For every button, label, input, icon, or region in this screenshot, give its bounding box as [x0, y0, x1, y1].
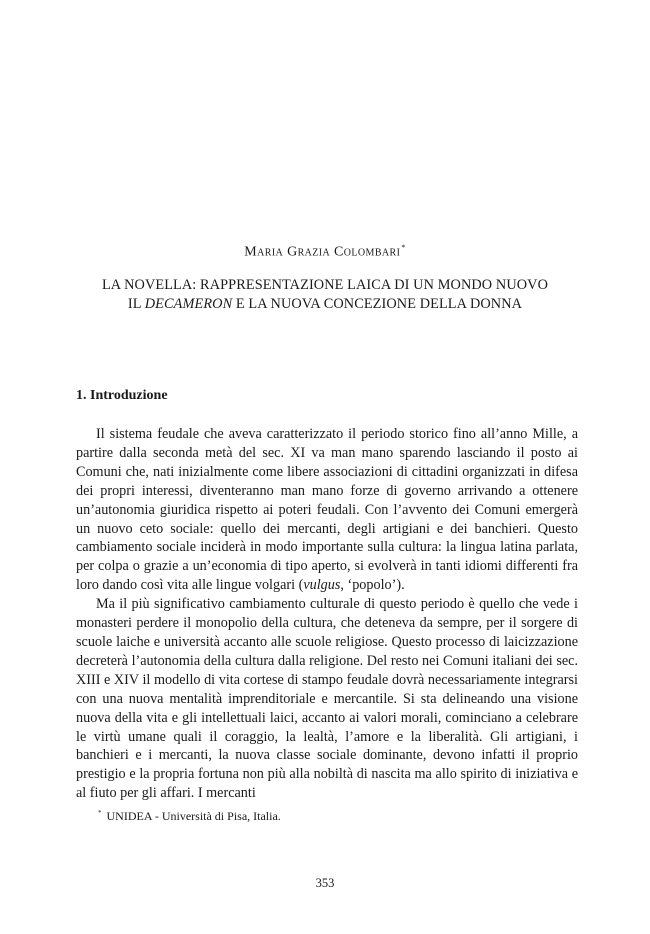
title-italic-decameron: DECAMERON [144, 296, 233, 312]
title-line-2-prefix: IL [127, 296, 145, 312]
paragraph-1-italic-term: vulgus [303, 577, 341, 594]
footnote-marker: * [98, 809, 102, 817]
author-name-text: Maria Grazia Colombari [244, 244, 401, 260]
article-title [60, 276, 590, 314]
title-line-2-suffix: E LA NUOVA CONCEZIONE DELLA DONNA [232, 296, 523, 312]
footnote-text: UNIDEA - Università di Pisa, Italia. [106, 809, 281, 823]
paragraph-2: Ma il più significativo cambiamento culturale di questo periodo è quello che vede i monasteri perdere il monopolio della cultura, che deteneva da sempre, per il sorgere di scuole laiche e università accanto alle scuole religiose. Questo processo di laicizzazione decreterà l’autonomia della cultura dalla religione. Del resto nei Comuni italiani dei sec. XIII e XIV il modello di vita cortese di stampo feudale dovrà necessariamente integrarsi con una nuova mentalità imprenditoriale e mercantile. Si sta delineando una visione nuova della vita e gli intellettuali laici, accanto ai valori morali, cominciano a celebrare le virtù umane quali il coraggio, la lealtà, l’amore e la liberalità. Gli artigiani, i banchieri e i mercanti, la nuova classe sociale dominante, devono infatti il proprio prestigio e la propria fortuna non più alla nobiltà di nascita ma allo spirito di iniziativa e al fiuto per gli affari. I mercanti [76, 596, 578, 802]
title-line-2 [60, 295, 590, 314]
section-heading: 1. Introduzione [76, 388, 168, 403]
paragraph-1-text-a: Il sistema feudale che aveva caratterizzato il periodo storico fino all’anno Mille, a partire dalla seconda metà del sec. XI va man mano sparendo lasciando il posto ai Comuni che, nati inizialmente come libere associazioni di cittadini organizzati in difesa dei propri interessi, diventeranno man mano forze di governo arrivando a ottenere un’autonomia giuridica rispetto ai poteri feudali. Con l’avvento dei Comuni emergerà un nuovo ceto sociale: quello dei mercanti, degli artigiani e dei banchieri. Questo cambiamento sociale inciderà in modo importante sulla cultura: la lingua latina parlata, per colpa o grazie a un’economia di tipo aperto, si evolverà in tanti idiomi differenti fra loro dando così vita alle lingue volgari ( [76, 426, 578, 594]
author-footnote-marker: * [401, 243, 406, 252]
author-name [0, 243, 650, 261]
body-text [76, 425, 578, 803]
title-line-1: LA NOVELLA: RAPPRESENTAZIONE LAICA DI UN MONDO NUOVO [101, 277, 549, 293]
page-number: 353 [315, 876, 335, 890]
footnote [98, 809, 281, 824]
paragraph-1 [76, 425, 578, 595]
paragraph-1-text-b: , ‘popolo’). [340, 577, 405, 594]
